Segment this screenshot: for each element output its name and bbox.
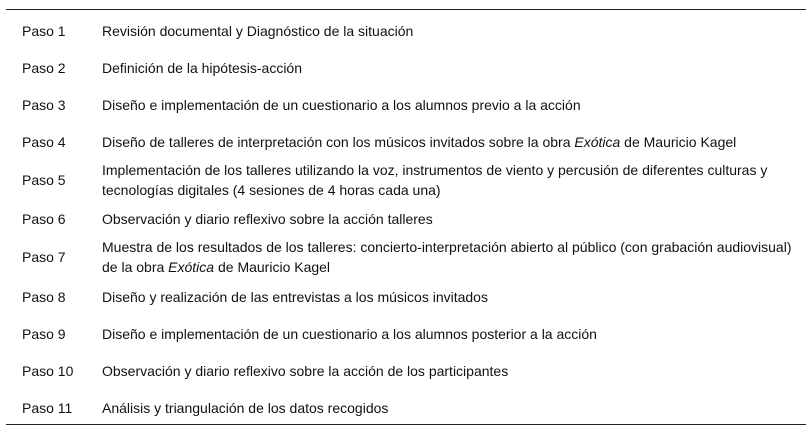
step-description: Diseño e implementación de un cuestionario a los alumnos posterior a la acción [102,326,597,342]
step-description: Diseño de talleres de interpretación con los músicos invitados sobre la obra Exótica de Mauricio Kagel [102,134,737,150]
step-label: Paso 11 [22,400,73,416]
step-label: Paso 2 [22,60,66,76]
step-description: Observación y diario reflexivo sobre la acción de los participantes [102,363,509,379]
table-row [6,323,806,345]
table-row [6,397,806,419]
table-row [6,160,806,200]
work-title: Exótica [168,259,215,275]
step-label: Paso 4 [22,134,66,150]
step-label: Paso 8 [22,289,66,305]
step-label: Paso 1 [22,23,66,39]
table-row [6,131,806,153]
step-label: Paso 5 [22,172,66,188]
steps-table [6,9,806,425]
table-row [6,237,806,277]
step-label: Paso 6 [22,211,66,227]
step-description: Definición de la hipótesis-acción [102,60,302,76]
table-row [6,20,806,42]
table-row [6,57,806,79]
table-row [6,94,806,116]
step-label: Paso 9 [22,326,66,342]
step-label: Paso 10 [22,363,74,379]
step-description: Implementación de los talleres utilizando la voz, instrumentos de viento y percusión de diferentes culturas y tecnologías digitales (4 sesiones de 4 horas cada una) [102,162,768,198]
work-title: Exótica [574,134,621,150]
table-row [6,208,806,230]
table-row [6,360,806,382]
step-label: Paso 3 [22,97,66,113]
step-description: Diseño y realización de las entrevistas a los músicos invitados [102,289,488,305]
step-description: Diseño e implementación de un cuestionario a los alumnos previo a la acción [102,97,581,113]
step-description: Observación y diario reflexivo sobre la acción talleres [102,211,433,227]
step-label: Paso 7 [22,249,66,265]
step-description: Muestra de los resultados de los talleres: concierto-interpretación abierto al público (con grabación audiovisual) de la obra Exótica de Mauricio Kagel [102,239,792,275]
step-description: Análisis y triangulación de los datos recogidos [102,400,389,416]
table-row [6,286,806,308]
step-description: Revisión documental y Diagnóstico de la situación [102,23,414,39]
